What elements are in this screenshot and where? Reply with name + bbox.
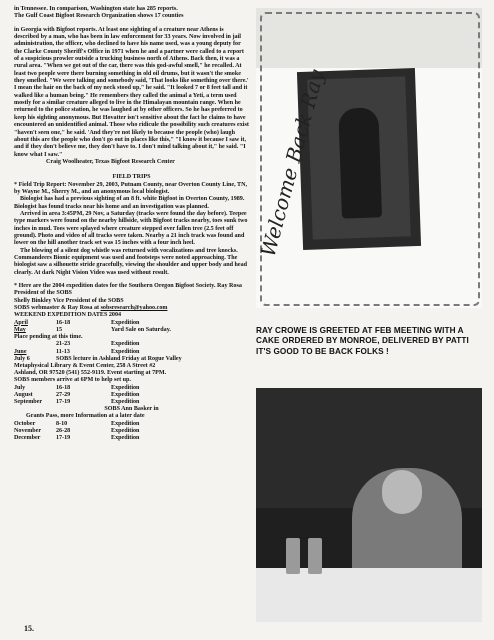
schedule-event: Expedition [111,341,140,348]
schedule-note [14,377,249,384]
field-report-paragraph-4: The blowing of a silent dog whistle was returned with vocalizations and tree knocks. Commandeers Bionic equipment was used and footsteps were noted approaching. The biologist saw a silhouette stride gracefully, viewing the shoulder and upper body and head clearly. At dark Night Vision Video was used without result. [14,247,248,276]
schedule-event: Expedition [111,384,140,391]
schedule-dates: 11-13 [56,348,70,355]
schedule-month: July 6 [14,355,30,362]
schedule-event: Expedition [111,435,140,441]
photo-caption: RAY CROWE IS GREETED AT FEB MEETING WITH A CAKE ORDERED BY MONROE, DELIVERED BY PATTI IT'S GOOD TO BE BACK FOLKS ! [256,326,469,356]
field-report-paragraph-1: * Field Trip Report: November 29, 2003, Putnam County, near Overton County Line, TN, by Wayne M., Sherry M., and an anonymous local biologist. [14,181,248,195]
schedule-note-text: Place pending at this time. [14,334,83,341]
schedule-row [14,435,249,442]
man-face [382,470,422,514]
schedule-note-text: SOBS members arrive at 6PM to help set up. [14,377,131,384]
schedule-row [14,349,249,356]
schedule-dates: 16-18 [56,319,71,326]
left-column [14,6,249,442]
schedule-event: Expedition [111,398,140,405]
schedule-note: SOBS Ann Basker in [104,406,159,413]
schedule-month: November [14,427,42,434]
schedule-note-text: Ashland, OR 97520 (541) 552-9119. Event starting at 7PM. [14,370,167,377]
schedule-dates: 17-19 [56,435,71,441]
schedule-row [14,341,249,348]
field-report-paragraph-3: Arrived in area 3:45PM, 29 Nov, a Saturday (tracks were found the day before). Teepee type markers were found on the nearby hillside, with Bigfoot tracks nearby, toes sunk two inches in mud. Toes were splayed where creature stepped over fallen tree (2.5 feet off ground). Photo and video of all tracks were taken. Nearby a 21 inch track was found and lower on the hill another track set was 15 inches with a four inch heel. [14,210,248,247]
schedule-row [14,399,249,406]
welcome-back-ray-lettering: Welcome Back Ray [256,67,329,260]
schedule-intro-2: Shelly Binkley Vice President of the SOBS [14,297,124,304]
table-with-cake [256,568,482,622]
schedule-dates: 15 [56,326,63,333]
schedule-row [14,428,249,435]
schedule-intro-3-prefix: SOBS webmaster & Ray Rosa at [14,305,101,312]
schedule-row [14,320,249,327]
schedule-row [14,406,249,413]
schedule-event: Expedition [111,319,140,326]
schedule-event: Expedition [111,420,140,427]
field-report-paragraph-2: Biologist has had a previous sighting of an 8 ft. white Bigfoot in Overton County, 1989. Biologist has found tracks near his home and an investigation was planned. [14,196,245,210]
welcome-back-lettering [256,8,482,308]
schedule-row [14,370,249,377]
newsletter-page [14,6,482,634]
page-number: 15. [24,624,34,633]
schedule-row [14,327,249,334]
schedule-row [14,385,249,392]
schedule-month: September [14,398,43,405]
schedule-month [14,341,56,348]
field-trips-heading: FIELD TRIPS [112,174,151,181]
schedule-row [14,356,249,363]
schedule-intro-3 [14,305,249,312]
schedule-row [14,377,249,384]
schedule-note [14,370,249,377]
schedule-month: August [14,391,33,398]
schedule-month: June [14,348,27,355]
schedule-dates: 8-10 [56,420,68,427]
schedule-month: July [14,384,26,391]
schedule-note [14,413,249,420]
schedule-event: Expedition [111,427,140,434]
sobs-email-link[interactable]: sobsresearch@yahoo.com [100,305,168,312]
article-signature: Craig Woolheater, Texas Bigfoot Research Center [46,158,175,165]
ray-crowe-cake-photo [256,388,482,622]
welcome-back-collage-photo [256,8,482,308]
expedition-schedule-table [14,320,249,442]
intro-line-2: The Gulf Coast Bigfoot Research Organization shows 17 counties [14,13,184,20]
schedule-dates: 16-18 [56,384,71,391]
schedule-row [14,334,249,341]
schedule-note-text: SOBS lecture in Ashland Friday at Rogue Valley [56,355,182,362]
schedule-event: Expedition [111,348,140,355]
schedule-dates: 21-23 [56,341,71,348]
schedule-note [14,356,249,363]
glass [308,538,322,574]
schedule-event: Expedition [111,391,140,398]
schedule-month: December [14,435,41,441]
schedule-dates: 26-28 [56,427,71,434]
schedule-row [14,413,249,420]
schedule-month: April [14,319,28,326]
schedule-heading: WEEKEND EXPEDITION DATES 2004 [14,312,122,319]
schedule-intro-1: * Here are the 2004 expedition dates for the Southern Oregon Bigfoot Society. Ray Rosa President of the SOBS [14,283,242,297]
glass [286,538,300,574]
schedule-row [14,421,249,428]
schedule-month: May [14,326,26,333]
schedule-event: Yard Sale on Saturday. [111,326,171,333]
schedule-note-text: Grants Pass, more Information at a later date [26,413,145,420]
intro-line-1: in Tennessee. In comparison, Washington state has 285 reports. [14,6,178,12]
schedule-note-text: Metaphysical Library & Event Center, 258 A Street #2 [14,362,156,369]
schedule-dates: 27-29 [56,391,71,398]
schedule-row [14,392,249,399]
schedule-dates: 17-19 [56,398,71,405]
schedule-note [14,334,249,341]
schedule-month: October [14,420,36,427]
bigfoot-article-text: in Georgia with Bigfoot reports. At least one sighting of a creature near Athens is described by a man, who has been in law enforcement for 33 years. Now involved in jail administration, the officer, who declined to have his name used, was a young deputy for the Clarke County Sheriff's Office in 1971 when he and a partner were called to a report of a suspicious prowler outside a trucking business north of Athens. Back then, it was a rural area. "When we got out of the car, there was this god-awful smell," he recalled. At least two people were there burning something in old oil drums, but it wasn't the smoke they smelled. "We were talking and somebody said, 'That looks like something over there.' I mean the hair on the back of my neck stood up," he said. "It looked 7 or 8 feet tall and it walked like a human being." He remembers they called the animal a Yeti, a term used mostly for a similar creature alleged to live in the Himalayan mountain range. When he returned to the police station, he was laughed at by other officers. So he has preferred to keep his sighting anonymous. But Hovatter isn't sensitive about the fact he claims to have encountered an unidentified animal. Those who ridicule the possibility such creatures exist "haven't seen one," he said. 'And they're not likely to because the people (who) laugh about this are the people who don't go out in places like this," "I know it because I saw it, and if they don't believe me, they don't have to. I don't mind talking about it," he said. "I know what I saw." [14,26,249,158]
